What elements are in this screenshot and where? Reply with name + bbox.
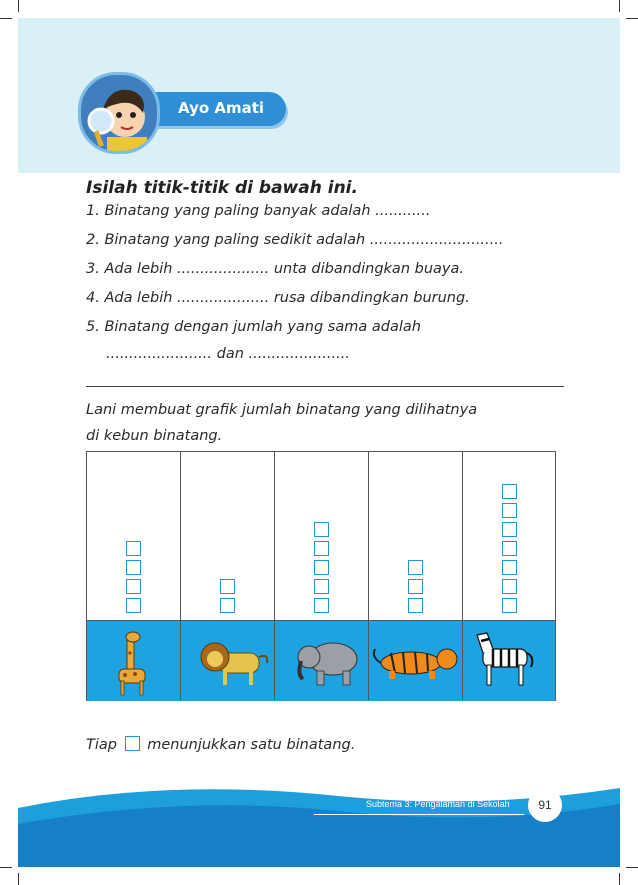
zebra-icon xyxy=(477,633,532,685)
question-4: 4. Ada lebih .................... rusa dibandingkan burung. xyxy=(86,290,470,306)
crop-mark-bl-v xyxy=(18,873,19,885)
animals-layer xyxy=(87,621,555,700)
crop-mark-br-h xyxy=(626,867,638,868)
pictograph-square-harimau-3 xyxy=(408,560,423,575)
legend-after: menunjukkan satu binatang. xyxy=(147,737,356,753)
pictograph-square-zebra-7 xyxy=(502,484,517,499)
pictograph-square-zebra-2 xyxy=(502,579,517,594)
pictograph-square-jerapah-4 xyxy=(126,541,141,556)
intro-line-1: Lani membuat grafik jumlah binatang yang dilihatnya xyxy=(86,402,478,418)
crop-mark-tr-h xyxy=(626,18,638,19)
legend xyxy=(86,736,355,753)
legend-square-icon xyxy=(125,736,140,751)
question-5: 5. Binatang dengan jumlah yang sama adalah xyxy=(86,319,421,335)
workbook-page xyxy=(18,18,620,867)
crop-mark-tl-h xyxy=(0,18,12,19)
crop-mark-bl-h xyxy=(0,867,12,868)
legend-before: Tiap xyxy=(86,737,117,753)
pictograph-square-zebra-5 xyxy=(502,522,517,537)
pictograph-square-jerapah-3 xyxy=(126,560,141,575)
pictograph-square-jerapah-2 xyxy=(126,579,141,594)
lion-icon xyxy=(201,643,267,685)
divider xyxy=(86,386,564,387)
animal-pictograph xyxy=(86,451,556,701)
pictograph-square-gajah-4 xyxy=(314,541,329,556)
tiger-icon xyxy=(374,649,457,679)
child-magnifier-icon xyxy=(78,72,160,154)
intro-line-2: di kebun binatang. xyxy=(86,428,223,444)
pictograph-square-zebra-1 xyxy=(502,598,517,613)
ayo-amati-badge xyxy=(78,72,318,162)
pictograph-square-zebra-6 xyxy=(502,503,517,518)
question-5-answer: ....................... dan ...................... xyxy=(106,346,350,362)
crop-mark-tr-v xyxy=(619,0,620,12)
elephant-icon xyxy=(298,643,357,685)
pictograph-square-gajah-1 xyxy=(314,598,329,613)
footer-wave xyxy=(18,778,620,867)
pictograph-square-zebra-3 xyxy=(502,560,517,575)
giraffe-icon xyxy=(119,632,145,695)
instruction-heading: Isilah titik-titik di bawah ini. xyxy=(86,178,358,198)
pictograph-square-gajah-3 xyxy=(314,560,329,575)
pictograph-square-singa-2 xyxy=(220,579,235,594)
pictograph-square-gajah-5 xyxy=(314,522,329,537)
footer-subtema: Subtema 3: Pengalaman di Sekolah xyxy=(366,799,510,809)
crop-mark-br-v xyxy=(619,873,620,885)
badge-label: Ayo Amati xyxy=(178,99,265,117)
question-3: 3. Ada lebih .................... unta dibandingkan buaya. xyxy=(86,261,464,277)
pictograph-square-jerapah-1 xyxy=(126,598,141,613)
pictograph-square-harimau-2 xyxy=(408,579,423,594)
page-number: 91 xyxy=(528,788,562,822)
footer-rule xyxy=(314,814,524,815)
pictograph-square-harimau-1 xyxy=(408,598,423,613)
question-2: 2. Binatang yang paling sedikit adalah ............................. xyxy=(86,232,504,248)
question-1: 1. Binatang yang paling banyak adalah ............ xyxy=(86,203,431,219)
pictograph-square-singa-1 xyxy=(220,598,235,613)
pictograph-square-gajah-2 xyxy=(314,579,329,594)
crop-mark-tl-v xyxy=(18,0,19,12)
pictograph-square-zebra-4 xyxy=(502,541,517,556)
